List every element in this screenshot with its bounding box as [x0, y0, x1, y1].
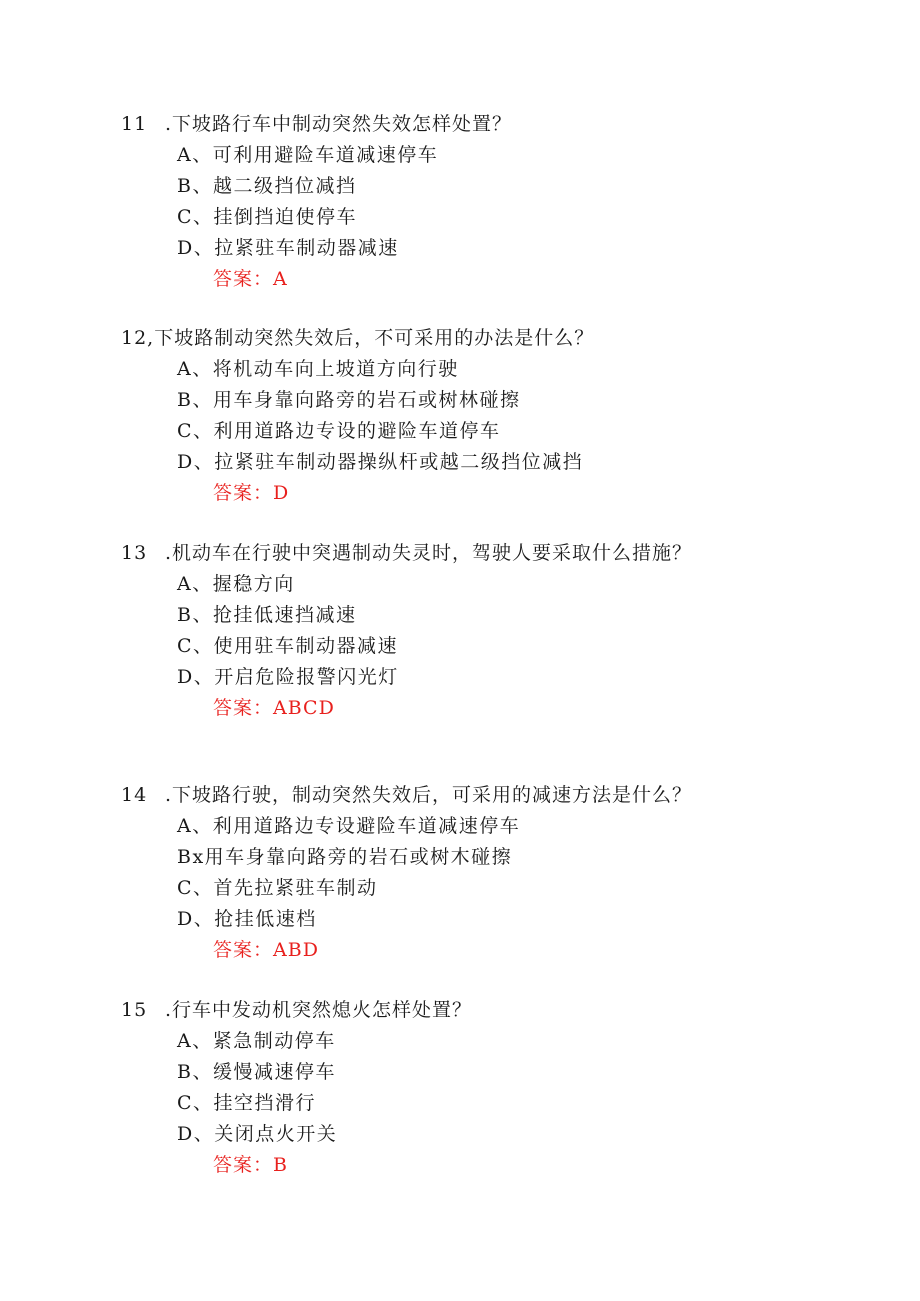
option-a: A、将机动车向上坡道方向行驶 [177, 358, 459, 380]
option-a: A、可利用避险车道减速停车 [177, 144, 439, 166]
question-title [121, 782, 692, 808]
answer-label: 答案： [213, 939, 274, 961]
option-c: C、挂空挡滑行 [177, 1092, 317, 1114]
option-c: C、使用驻车制动器减速 [177, 635, 399, 657]
question-text: 下坡路制动突然失效后，不可采用的办法是什么？ [154, 327, 595, 349]
answer-label: 答案： [213, 482, 274, 504]
question-text: .行车中发动机突然熄火怎样处置？ [165, 999, 473, 1021]
option-d: D、开启危险报警闪光灯 [177, 666, 399, 688]
option-b: B、抢挂低速挡减速 [177, 604, 357, 626]
question-text: .下坡路行驶，制动突然失效后，可采用的减速方法是什么？ [165, 784, 693, 806]
answer-line [213, 480, 289, 506]
answer-line [213, 266, 288, 292]
option-a: A、紧急制动停车 [177, 1030, 336, 1052]
question-text: .下坡路行车中制动突然失效怎样处置？ [165, 113, 513, 135]
answer-line [213, 1152, 288, 1178]
answer-label: 答案： [213, 1154, 274, 1176]
question-title [121, 997, 472, 1023]
question-title [121, 540, 692, 566]
answer-value: D [273, 482, 290, 504]
option-b: B、越二级挡位减挡 [177, 175, 357, 197]
option-c: C、首先拉紧驻车制动 [177, 877, 378, 899]
option-d: D、拉紧驻车制动器操纵杆或越二级挡位减挡 [177, 451, 584, 473]
question-number: 11 [121, 113, 148, 135]
answer-value: A [273, 268, 288, 290]
answer-label: 答案： [213, 697, 274, 719]
question-number: 15 [121, 999, 148, 1021]
question-title [121, 111, 512, 137]
option-b: B、用车身靠向路旁的岩石或树林碰擦 [177, 389, 521, 411]
answer-value: ABCD [273, 697, 335, 719]
question-text: .机动车在行驶中突遇制动失灵时，驾驶人要采取什么措施？ [165, 542, 693, 564]
option-b: Bx用车身靠向路旁的岩石或树木碰擦 [177, 846, 513, 868]
option-d: D、关闭点火开关 [177, 1123, 338, 1145]
answer-label: 答案： [213, 268, 274, 290]
option-b: B、缓慢减速停车 [177, 1061, 336, 1083]
option-d: D、抢挂低速档 [177, 908, 317, 930]
question-title [121, 325, 594, 351]
question-number: 14 [121, 784, 148, 806]
option-c: C、利用道路边专设的避险车道停车 [177, 420, 501, 442]
answer-line [213, 695, 335, 721]
answer-line [213, 937, 319, 963]
answer-value: ABD [273, 939, 319, 961]
option-a: A、握稳方向 [177, 573, 295, 595]
question-number: 13 [121, 542, 148, 564]
option-c: C、挂倒挡迫使停车 [177, 206, 358, 228]
answer-value: B [273, 1154, 288, 1176]
option-a: A、利用道路边专设避险车道减速停车 [177, 815, 521, 837]
option-d: D、拉紧驻车制动器减速 [177, 237, 399, 259]
question-number: 12, [121, 327, 155, 349]
